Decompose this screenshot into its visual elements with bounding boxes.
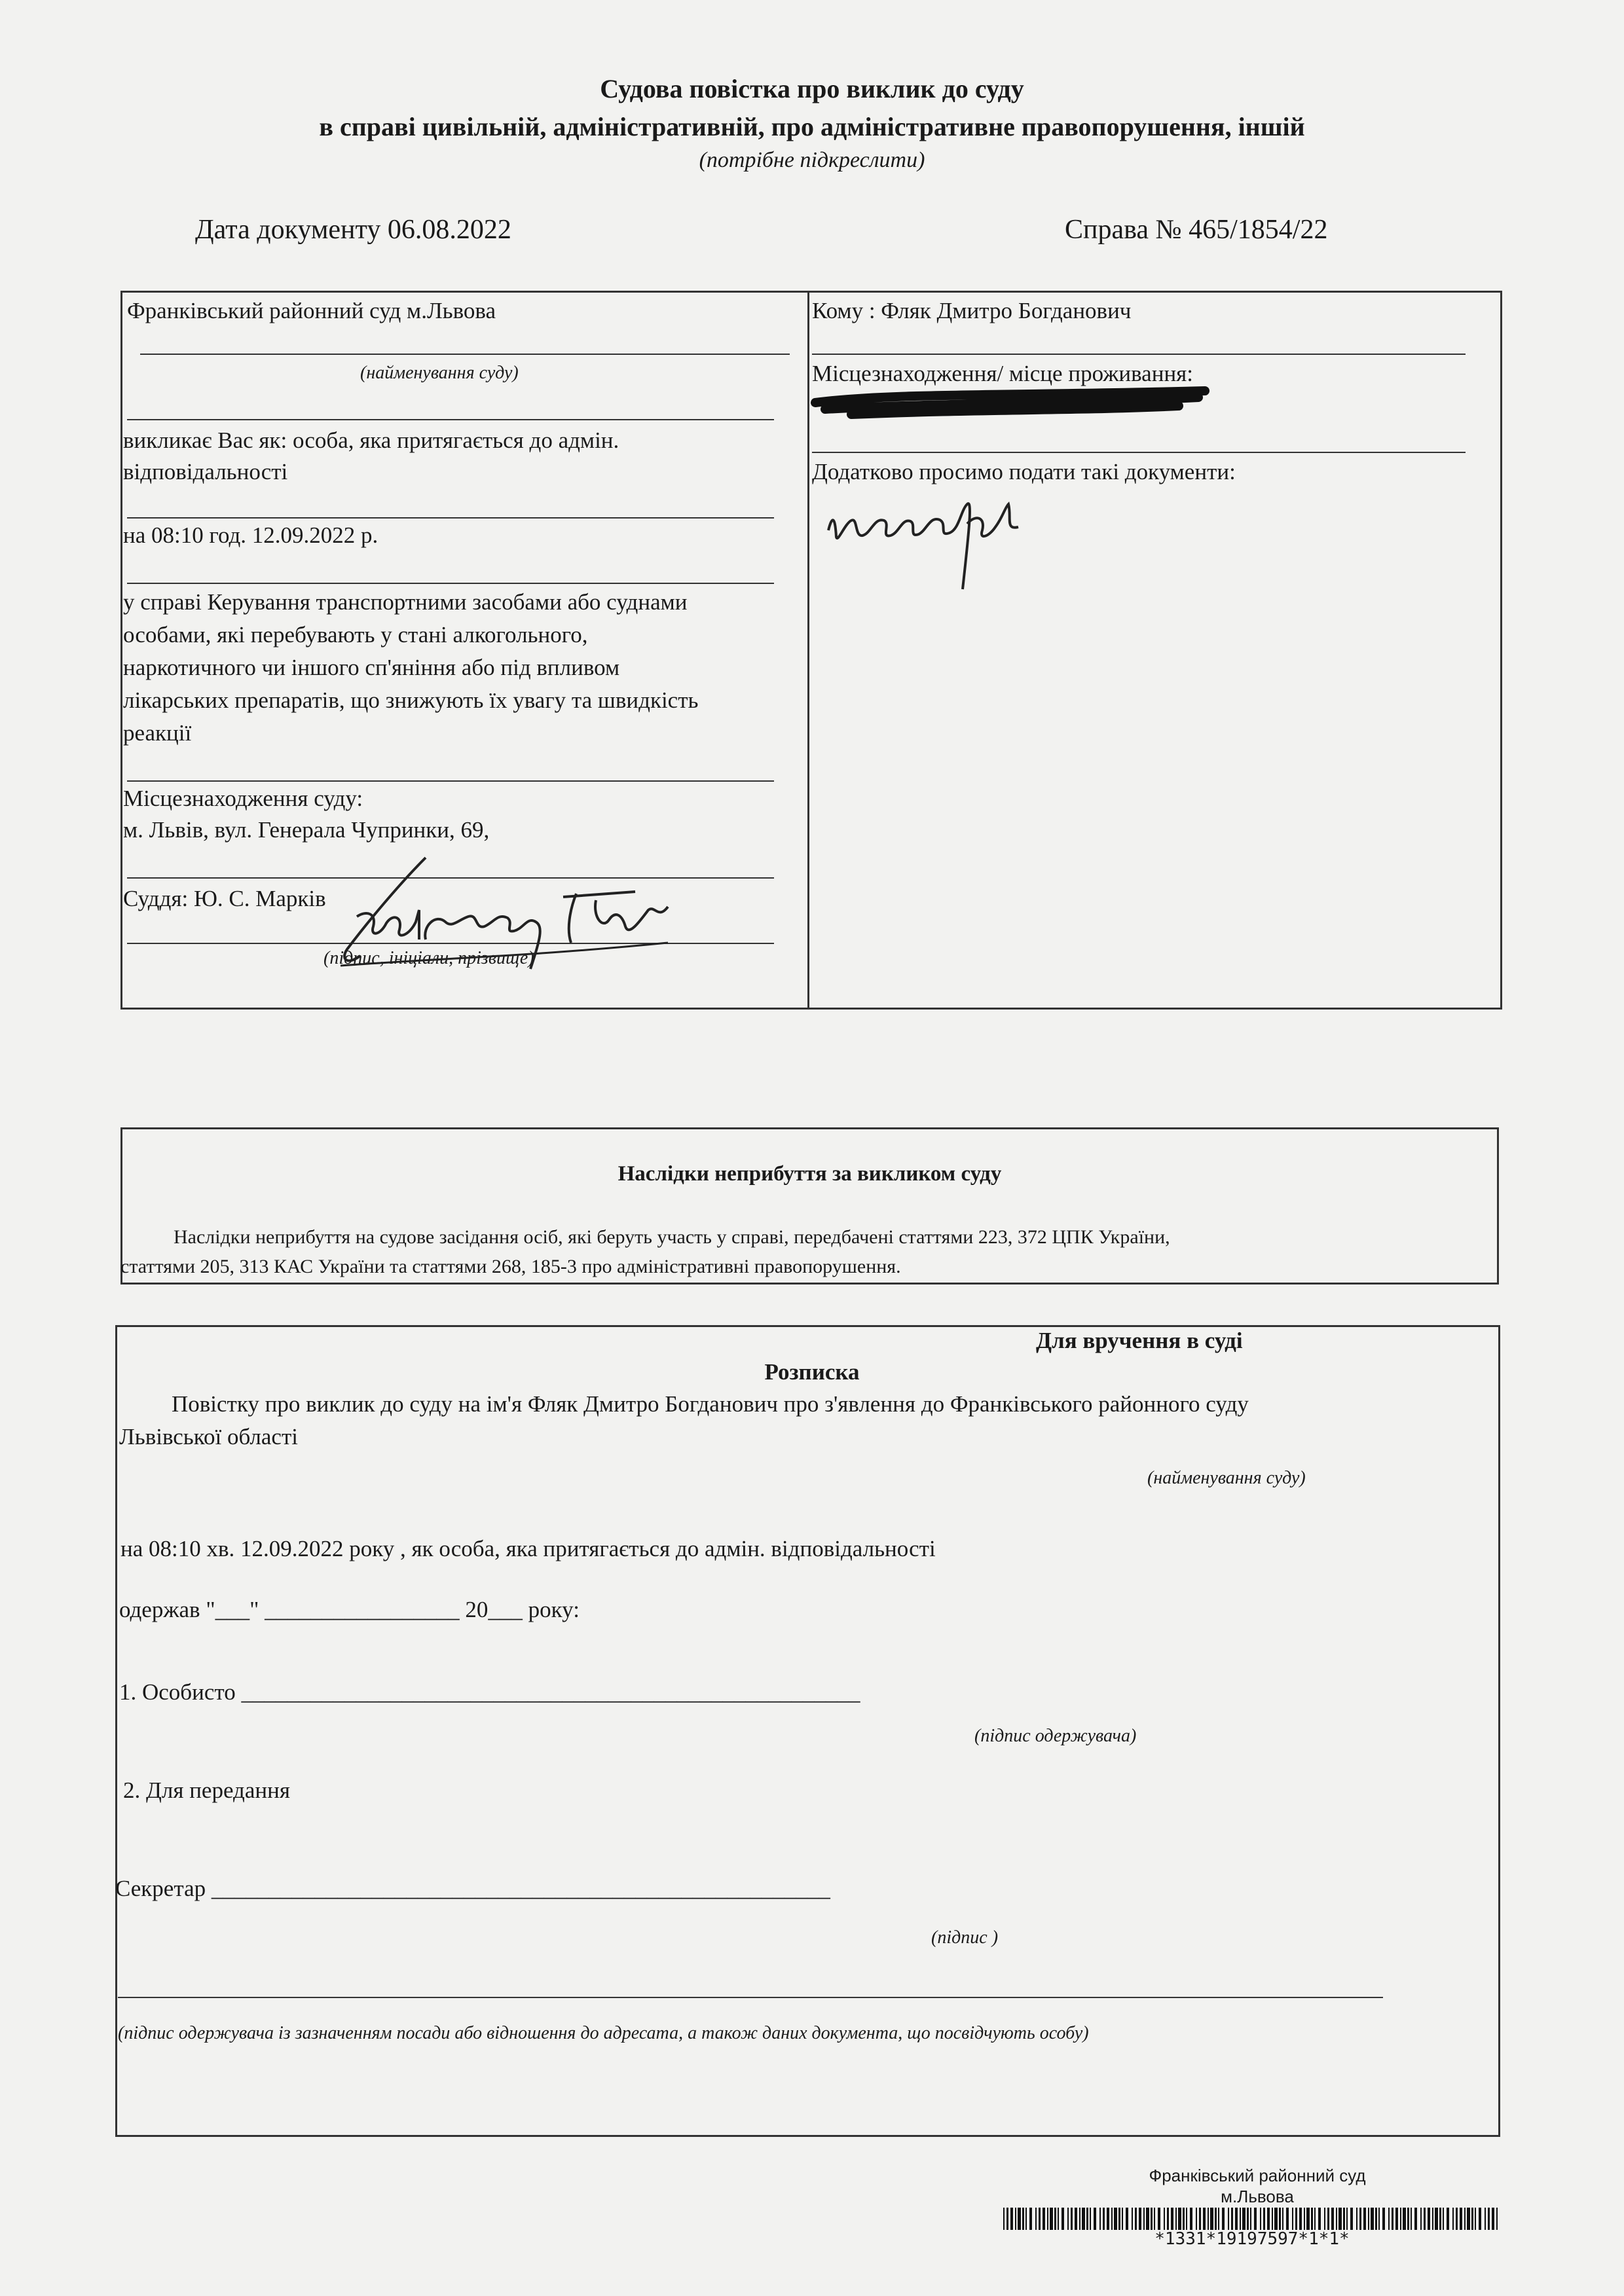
barcode-bar [1311,2208,1313,2230]
barcode-bar [1015,2208,1016,2230]
handwritten-note [822,491,1031,596]
barcode-bar [1371,2208,1374,2230]
summons-role-line2: відповідальності [123,459,288,484]
barcode-bar [1247,2208,1249,2230]
barcode-bar [1154,2208,1155,2230]
receipt-line2: Львівської області [119,1424,298,1449]
barcode-bar [1304,2208,1305,2230]
barcode-bar [1443,2208,1444,2230]
barcode-bar [1114,2208,1117,2230]
barcode-bar [1492,2208,1494,2230]
barcode-bar [1075,2208,1077,2230]
barcode-bar [1343,2208,1345,2230]
court-location-label: Місцезнаходження суду: [123,786,363,811]
barcode-bar [1018,2208,1021,2230]
case-desc-line1: у справі Керування транспортними засобами або суднами [123,589,688,615]
barcode-bar [1378,2208,1380,2230]
recipient-name: Кому : Фляк Дмитро Богданович [812,298,1132,323]
barcode-bar [1079,2208,1080,2230]
barcode-bar [1460,2208,1462,2230]
judge-signature-caption: (підпис, ініціали, прізвище) [323,948,534,968]
barcode-bar [1215,2208,1217,2230]
barcode-bar [1067,2208,1069,2230]
court-delivery-label: Для вручення в суді [1036,1328,1243,1353]
stamp-court-line1: Франківський районний суд [1149,2166,1366,2185]
barcode-bar [1272,2208,1273,2230]
barcode-bar [1407,2208,1409,2230]
page-title: Судова повістка про виклик до суду [600,74,1024,103]
barcode-bar [1359,2208,1361,2230]
barcode-bar [1346,2208,1348,2230]
barcode-bar [1210,2208,1213,2230]
barcode-bar [1058,2208,1059,2230]
barcode-bar [1250,2208,1251,2230]
received-date-line: одержав "___" _________________ 20___ року: [119,1597,580,1622]
barcode-bar [1263,2208,1265,2230]
barcode-bar [1132,2208,1133,2230]
barcode-bar [1400,2208,1401,2230]
barcode-bar [1467,2208,1470,2230]
barcode-bar [1318,2208,1321,2230]
barcode-bar [1368,2208,1369,2230]
barcode-bar [1043,2208,1045,2230]
barcode-bar [1392,2208,1393,2230]
barcode-bar [1432,2208,1433,2230]
barcode-bar [1299,2208,1302,2230]
barcode-bar [1464,2208,1466,2230]
column-divider [807,291,809,1010]
barcode-bar [1218,2208,1219,2230]
barcode-bar [1488,2208,1490,2230]
barcode-bar [1286,2208,1289,2230]
barcode-bar [1452,2208,1454,2230]
barcode-bar [1143,2208,1145,2230]
secretary-signature-caption: (підпис ) [931,1927,999,1948]
barcode-bar [1047,2208,1048,2230]
receipt-box [115,1325,1500,2137]
extra-docs-label: Додатково просимо подати такі документи: [812,459,1236,484]
barcode-bar [1435,2208,1438,2230]
receipt-footer-caption: (підпис одержувача із зазначенням посади або відношення до адресата, а також даних документа, що посвідчують особу) [118,2023,1089,2043]
court-name: Франківський районний суд м.Львова [127,298,496,323]
hearing-time: на 08:10 год. 12.09.2022 р. [123,522,378,548]
barcode-bar [1061,2208,1064,2230]
barcode-bar [1331,2208,1334,2230]
barcode-bar [1103,2208,1105,2230]
barcode-bar [1363,2208,1366,2230]
summons-role-line1: викликає Вас як: особа, яка притягається до адмін. [123,428,619,453]
judge-name: Суддя: Ю. С. Марків [123,886,326,911]
receipt-time-line: на 08:10 хв. 12.09.2022 року , як особа, яка притягається до адмін. відповідальності [120,1536,936,1561]
case-number: Справа № 465/1854/22 [1065,215,1328,245]
receipt-title: Розписка [764,1359,860,1385]
recipient-location-label: Місцезнаходження/ місце проживання: [812,361,1193,386]
barcode-bar [1282,2208,1283,2230]
barcode-bar [1279,2208,1281,2230]
consequences-line2: статтями 205, 313 КАС України та статтями 268, 185-3 про адміністративні правопорушення. [120,1256,901,1277]
barcode-bar [1039,2208,1041,2230]
barcode-bar [1471,2208,1473,2230]
barcode-bar [1164,2208,1165,2230]
barcode-bar [1295,2208,1297,2230]
barcode-bar [1006,2208,1008,2230]
barcode-bar [1111,2208,1113,2230]
barcode-bar [1190,2208,1192,2230]
barcode-bar [1424,2208,1426,2230]
barcode-bar [1186,2208,1187,2230]
barcode-bar [1350,2208,1353,2230]
barcode-bar [1196,2208,1197,2230]
barcode-bar [1254,2208,1257,2230]
case-desc-line5: реакції [123,720,192,746]
barcode-bar [1240,2208,1241,2230]
barcode-bar [1395,2208,1398,2230]
consequences-title: Наслідки неприбуття за викликом суду [618,1162,1002,1186]
judge-signature [327,845,694,982]
barcode-bar [1171,2208,1173,2230]
barcode-bar [1071,2208,1073,2230]
barcode-bar [1139,2208,1141,2230]
barcode-bar [1022,2208,1024,2230]
barcode-bar [1146,2208,1149,2230]
barcode-bar [1475,2208,1476,2230]
barcode-bar [1292,2208,1293,2230]
barcode-bar [1428,2208,1430,2230]
barcode-bar [1375,2208,1377,2230]
barcode-bar [1118,2208,1120,2230]
barcode-text: *1331*19197597*1*1* [1154,2229,1350,2249]
stamp-court-line2: м.Львова [1221,2187,1294,2206]
barcode-bar [1327,2208,1329,2230]
barcode-bar [1208,2208,1209,2230]
barcode-bar [1267,2208,1270,2230]
barcode-bar [1496,2208,1498,2230]
barcode-bar [1439,2208,1441,2230]
document-date: Дата документу 06.08.2022 [195,215,511,245]
underline-note: (потрібне підкреслити) [699,148,925,172]
case-desc-line4: лікарських препаратів, що знижують їх увагу та швидкість [123,687,699,713]
barcode-bar [1485,2208,1486,2230]
barcode-bar [1122,2208,1123,2230]
barcode-bar [1167,2208,1169,2230]
barcode-bar [1029,2208,1032,2230]
barcode-bar [1050,2208,1053,2230]
barcode-bar [1456,2208,1458,2230]
barcode-bar [1382,2208,1385,2230]
personal-signature-line: 1. Особисто ______________________________________________________ [119,1679,860,1705]
case-desc-line2: особами, які перебувають у стані алкогольного, [123,622,588,647]
receipt-court-caption: (найменування суду) [1147,1468,1306,1488]
court-name-caption: (найменування суду) [360,363,519,383]
barcode-bar [1082,2208,1085,2230]
barcode-bar [1178,2208,1181,2230]
barcode-bar [1086,2208,1088,2230]
barcode-bar [1090,2208,1091,2230]
barcode-bar [1151,2208,1153,2230]
receipt-line1: Повістку про виклик до суду на ім'я Фляк Дмитро Богданович про з'явлення до Франківського районного суду [172,1391,1249,1417]
barcode-bar [1158,2208,1160,2230]
barcode-bar [1203,2208,1206,2230]
barcode-bar [1411,2208,1412,2230]
barcode-bar [1183,2208,1185,2230]
barcode-bar [1010,2208,1013,2230]
barcode-bar [1107,2208,1109,2230]
redaction-mark [812,383,1218,422]
barcode-bar [1314,2208,1316,2230]
barcode-bar [1260,2208,1261,2230]
barcode-bar [1175,2208,1177,2230]
barcode-bar [1099,2208,1101,2230]
barcode-bar [1447,2208,1449,2230]
barcode-bar [1356,2208,1357,2230]
barcode-bar [1414,2208,1417,2230]
recipient-signature-caption: (підпис одержувача) [974,1726,1137,1746]
barcode-bar [1338,2208,1342,2230]
barcode-bar [1324,2208,1325,2230]
transfer-label: 2. Для передання [123,1777,290,1803]
barcode-bar [1199,2208,1201,2230]
case-desc-line3: наркотичного чи іншого сп'яніння або під впливом [123,655,620,680]
barcode-bar [1222,2208,1225,2230]
barcode-bar [1231,2208,1233,2230]
barcode-bar [1228,2208,1229,2230]
barcode-bar [1306,2208,1310,2230]
barcode-bar [1094,2208,1096,2230]
barcode [1003,2208,1501,2230]
consequences-line1: Наслідки неприбуття на судове засідання осіб, які беруть участь у справі, передбачені статтями 223, 372 ЦПК України, [174,1226,1170,1248]
barcode-bar [1003,2208,1005,2230]
barcode-bar [1336,2208,1337,2230]
barcode-bar [1235,2208,1238,2230]
court-address: м. Львів, вул. Генерала Чупринки, 69, [123,817,490,843]
barcode-bar [1242,2208,1246,2230]
barcode-bar [1388,2208,1390,2230]
barcode-bar [1479,2208,1481,2230]
barcode-bar [1274,2208,1278,2230]
barcode-bar [1054,2208,1056,2230]
barcode-bar [1135,2208,1137,2230]
barcode-bar [1035,2208,1037,2230]
barcode-bar [1403,2208,1406,2230]
barcode-bar [1420,2208,1422,2230]
secretary-line: Секретар ______________________________________________________ [115,1876,830,1901]
barcode-bar [1025,2208,1027,2230]
barcode-bar [1126,2208,1128,2230]
page-subtitle: в справі цивільній, адміністративній, про адміністративне правопорушення, іншій [319,112,1305,141]
